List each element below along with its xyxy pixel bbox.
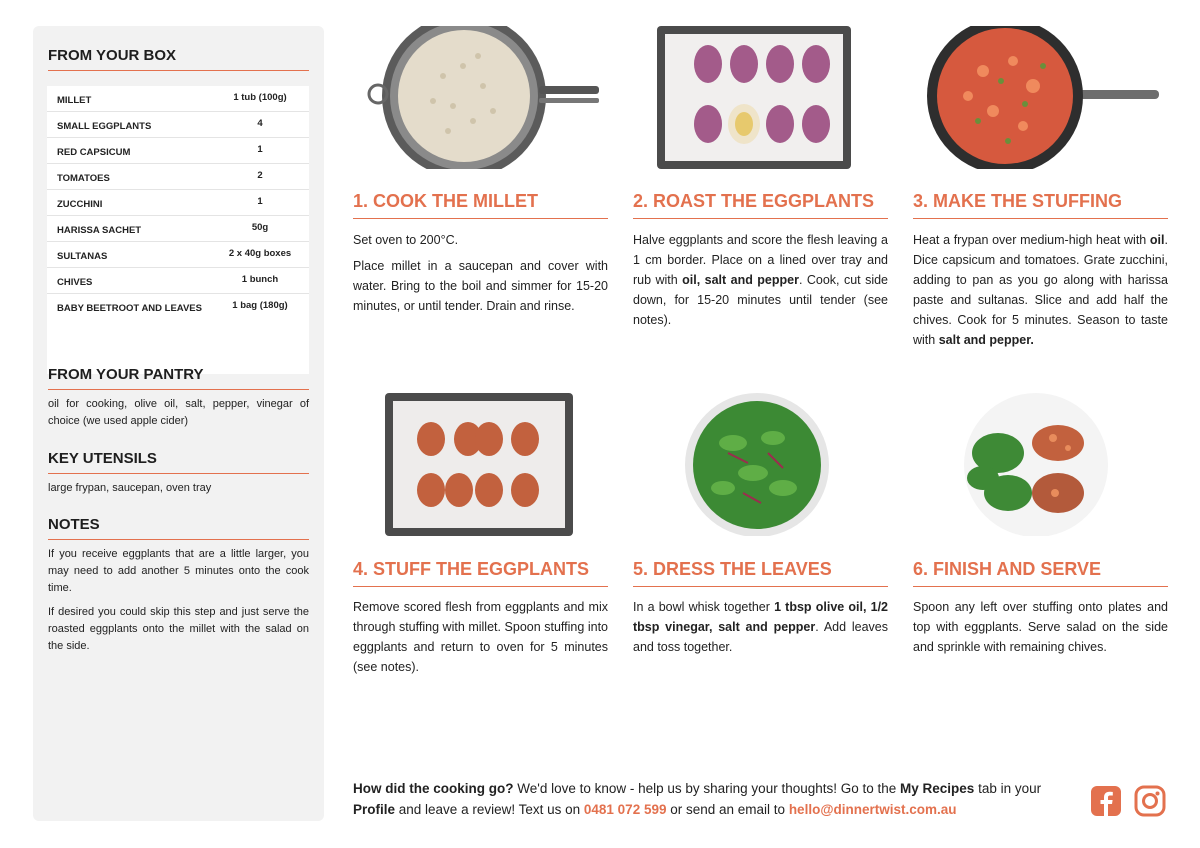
table-row [47, 164, 309, 190]
footer-text: and leave a review! Text us on [395, 802, 584, 817]
step-title: 4. STUFF THE EGGPLANTS [353, 559, 608, 587]
table-row [47, 216, 309, 242]
step-text [633, 597, 888, 663]
ingredient-qty: 2 x 40g boxes [228, 248, 292, 259]
ingredient-name: BABY BEETROOT AND LEAVES [57, 303, 202, 314]
step-paragraph: Set oven to 200°C. [353, 233, 459, 247]
step-text-bold: oil [1149, 233, 1165, 247]
ingredient-name: TOMATOES [57, 173, 110, 184]
step-text-part: . Dice capsicum and tomatoes. Grate zucchini, adding to pan as you go along with harissa paste and sultanas. Slice and add half the chives. Cook for 5 minutes. Season to taste with [913, 233, 1168, 347]
step-paragraph: Place millet in a saucepan and cover with water. Bring to the boil and simmer for 15-20 minutes, or until tender. Drain and rinse. [353, 259, 608, 313]
step-paragraph: Spoon any left over stuffing onto plates and top with eggplants. Serve salad on the side and sprinkle with remaining chives. [913, 600, 1168, 654]
sidebar [33, 26, 324, 821]
ingredient-name: CHIVES [57, 277, 93, 288]
box-title: FROM YOUR BOX [48, 47, 309, 71]
utensils-text: large frypan, saucepan, oven tray [48, 482, 212, 494]
email-link[interactable]: hello@dinnertwist.com.au [788, 802, 957, 817]
step-title: 6. FINISH AND SERVE [913, 559, 1168, 587]
ingredient-name: HARISSA SACHET [57, 225, 142, 236]
step-title: 1. COOK THE MILLET [353, 191, 608, 219]
step-text-bold: 1 tbsp olive oil, 1/2 tbsp vinegar, salt and pepper [633, 600, 888, 634]
step-title: 3. MAKE THE STUFFING [913, 191, 1168, 219]
table-row [47, 294, 309, 320]
plated-meal-image [913, 393, 1168, 536]
table-row [47, 138, 309, 164]
step-text-part: In a bowl whisk together [633, 600, 775, 614]
step-title: 5. DRESS THE LEAVES [633, 559, 888, 587]
step-text [353, 230, 608, 322]
ingredient-name: ZUCCHINI [57, 199, 103, 210]
instagram-icon[interactable] [1134, 785, 1166, 817]
ingredient-name: SMALL EGGPLANTS [57, 121, 152, 132]
feedback-footer [353, 778, 1073, 820]
step-text-bold: oil, salt and pepper [682, 273, 799, 287]
notes-title: NOTES [48, 516, 309, 540]
note-text: If you receive eggplants that are a little larger, you may need to add another 5 minutes onto the cook time. [48, 548, 309, 594]
ingredient-name: MILLET [57, 95, 92, 106]
ingredient-name: RED CAPSICUM [57, 147, 131, 158]
box-ingredients-table [47, 86, 309, 374]
footer-text: We'd love to know - help us by sharing your thoughts! Go to the [513, 781, 901, 796]
ingredient-qty: 1 [257, 196, 263, 207]
my-recipes-link[interactable]: My Recipes [900, 781, 975, 796]
step-text [633, 230, 888, 336]
ingredient-qty: 1 tub (100g) [233, 92, 287, 103]
pantry-title: FROM YOUR PANTRY [48, 366, 309, 390]
stuffed-eggplants-image [353, 393, 608, 536]
step-text [913, 597, 1168, 663]
millet-sieve-image [353, 26, 608, 169]
facebook-icon[interactable] [1090, 785, 1122, 817]
footer-text: tab in your [974, 781, 1042, 796]
table-row [47, 190, 309, 216]
step-text [353, 597, 608, 683]
phone-link[interactable]: 0481 072 599 [583, 802, 667, 817]
step-text-part: . Add leaves and toss together. [633, 620, 888, 654]
ingredient-qty: 4 [257, 118, 263, 129]
utensils-title: KEY UTENSILS [48, 450, 309, 474]
table-row [47, 112, 309, 138]
ingredient-qty: 2 [257, 170, 263, 181]
note-text: If desired you could skip this step and just serve the roasted eggplants onto the millet with the salad on the side. [48, 606, 309, 652]
table-row [47, 242, 309, 268]
step-text-part: . Cook, cut side down, for 15-20 minutes until tender (see notes). [633, 273, 888, 327]
step-text-part: Heat a frypan over medium-high heat with [913, 233, 1150, 247]
ingredient-qty: 50g [251, 222, 269, 233]
table-row [47, 86, 309, 112]
salad-bowl-image [633, 393, 888, 536]
eggplants-tray-image [633, 26, 888, 169]
ingredient-name: SULTANAS [57, 251, 108, 262]
profile-link[interactable]: Profile [353, 802, 396, 817]
step-text [913, 230, 1168, 356]
step-title: 2. ROAST THE EGGPLANTS [633, 191, 888, 219]
ingredient-qty: 1 bag (180g) [232, 300, 288, 311]
step-text-part: Halve eggplants and score the flesh leaving a 1 cm border. Place on a lined over tray and rub with [633, 233, 888, 287]
pantry-text: oil for cooking, olive oil, salt, pepper, vinegar of choice (we used apple cider) [48, 398, 309, 427]
footer-text: or send an email to [666, 802, 789, 817]
table-row [47, 268, 309, 294]
stuffing-frypan-image [913, 26, 1168, 169]
ingredient-qty: 1 bunch [241, 274, 279, 285]
step-paragraph: Remove scored flesh from eggplants and mix through stuffing with millet. Spoon stuffing into eggplants and return to oven for 5 minutes (see notes). [353, 600, 608, 674]
ingredient-qty: 1 [257, 144, 263, 155]
footer-question: How did the cooking go? [353, 781, 514, 796]
step-text-bold: salt and pepper. [938, 333, 1034, 347]
